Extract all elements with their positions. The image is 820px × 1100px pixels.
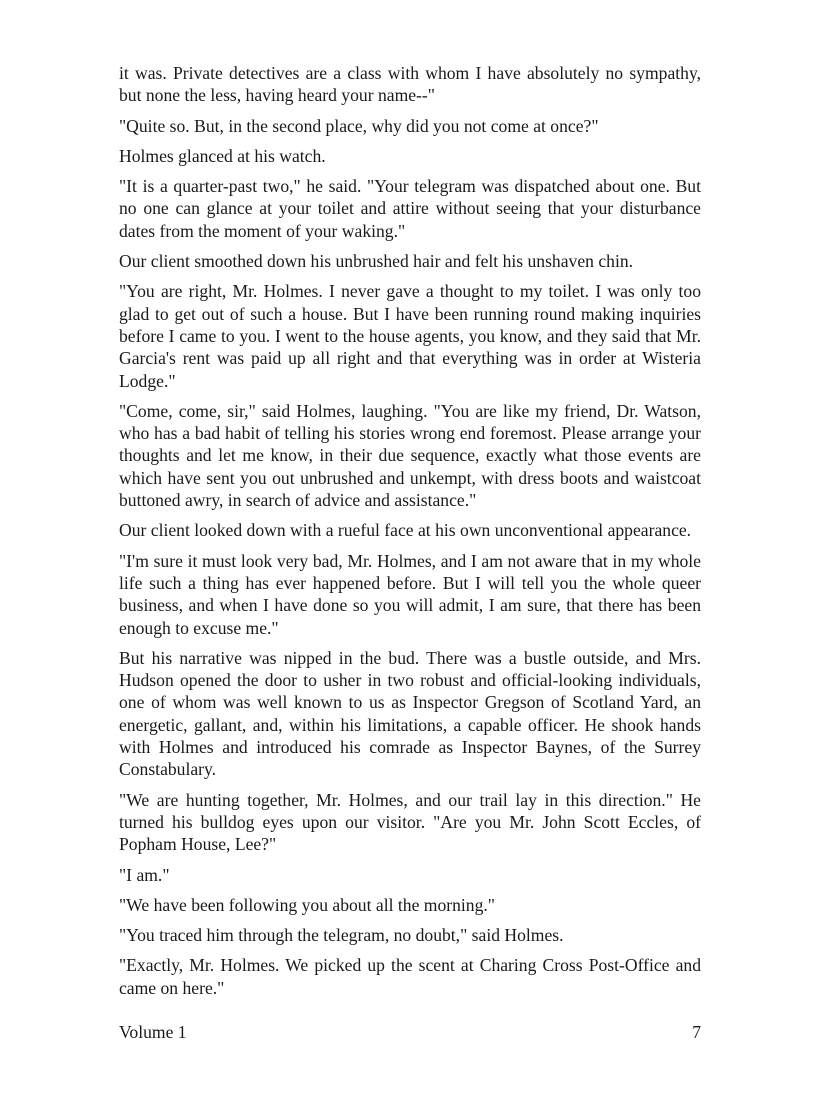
paragraph: "You traced him through the telegram, no doubt," said Holmes. [119, 925, 564, 946]
paragraph: "It is a quarter-past two," he said. "Your telegram was dispatched about one. But no one can glance at your toilet and attire without seeing that your disturbance dates from the moment of your waking." [119, 176, 701, 241]
paragraph: "We are hunting together, Mr. Holmes, and our trail lay in this direction." He turned his bulldog eyes upon our visitor. "Are you Mr. John Scott Eccles, of Popham House, Lee?" [119, 789, 701, 855]
paragraph: Our client looked down with a rueful face at his own unconventional appearance. [119, 520, 692, 541]
paragraph: it was. Private detectives are a class with whom I have absolutely no sympathy, but none the less, having heard your name--" [119, 63, 701, 106]
page-footer [119, 1021, 701, 1043]
paragraph: "I am." [119, 864, 170, 885]
paragraph: "Quite so. But, in the second place, why did you not come at once?" [119, 115, 599, 136]
paragraph: "Exactly, Mr. Holmes. We picked up the scent at Charing Cross Post-Office and came on here." [119, 955, 701, 998]
paragraph: But his narrative was nipped in the bud. There was a bustle outside, and Mrs. Hudson opened the door to usher in two robust and official-looking individuals, one of whom was well known to us as Inspector Gregson of Scotland Yard, an energetic, gallant, and, within his limitations, a capable officer. He shook hands with Holmes and introduced his comrade as Inspector Baynes, of the Surrey Constabulary. [119, 647, 701, 780]
volume-label: Volume 1 [119, 1022, 187, 1042]
paragraph: Holmes glanced at his watch. [119, 145, 326, 166]
paragraph: "Come, come, sir," said Holmes, laughing. "You are like my friend, Dr. Watson, who has a bad habit of telling his stories wrong end foremost. Please arrange your thoughts and let me know, in their due sequence, exactly what those events are which have sent you out unbrushed and unkempt, with dress boots and waistcoat buttoned awry, in search of advice and assistance." [119, 400, 701, 511]
paragraph: "I'm sure it must look very bad, Mr. Holmes, and I am not aware that in my whole life such a thing has ever happened before. But I will tell you the whole queer business, and when I have done so you will admit, I am sure, that there has been enough to excuse me." [119, 550, 701, 638]
paragraph: Our client smoothed down his unbrushed hair and felt his unshaven chin. [119, 251, 634, 272]
paragraph: "You are right, Mr. Holmes. I never gave a thought to my toilet. I was only too glad to get out of such a house. But I have been running round making inquiries before I came to you. I went to the house agents, you know, and they said that Mr. Garcia's rent was paid up all right and that everything was in order at Wisteria Lodge." [119, 281, 701, 391]
page-body [119, 62, 701, 1007]
paragraph: "We have been following you about all the morning." [119, 894, 495, 915]
page-number: 7 [692, 1022, 701, 1042]
